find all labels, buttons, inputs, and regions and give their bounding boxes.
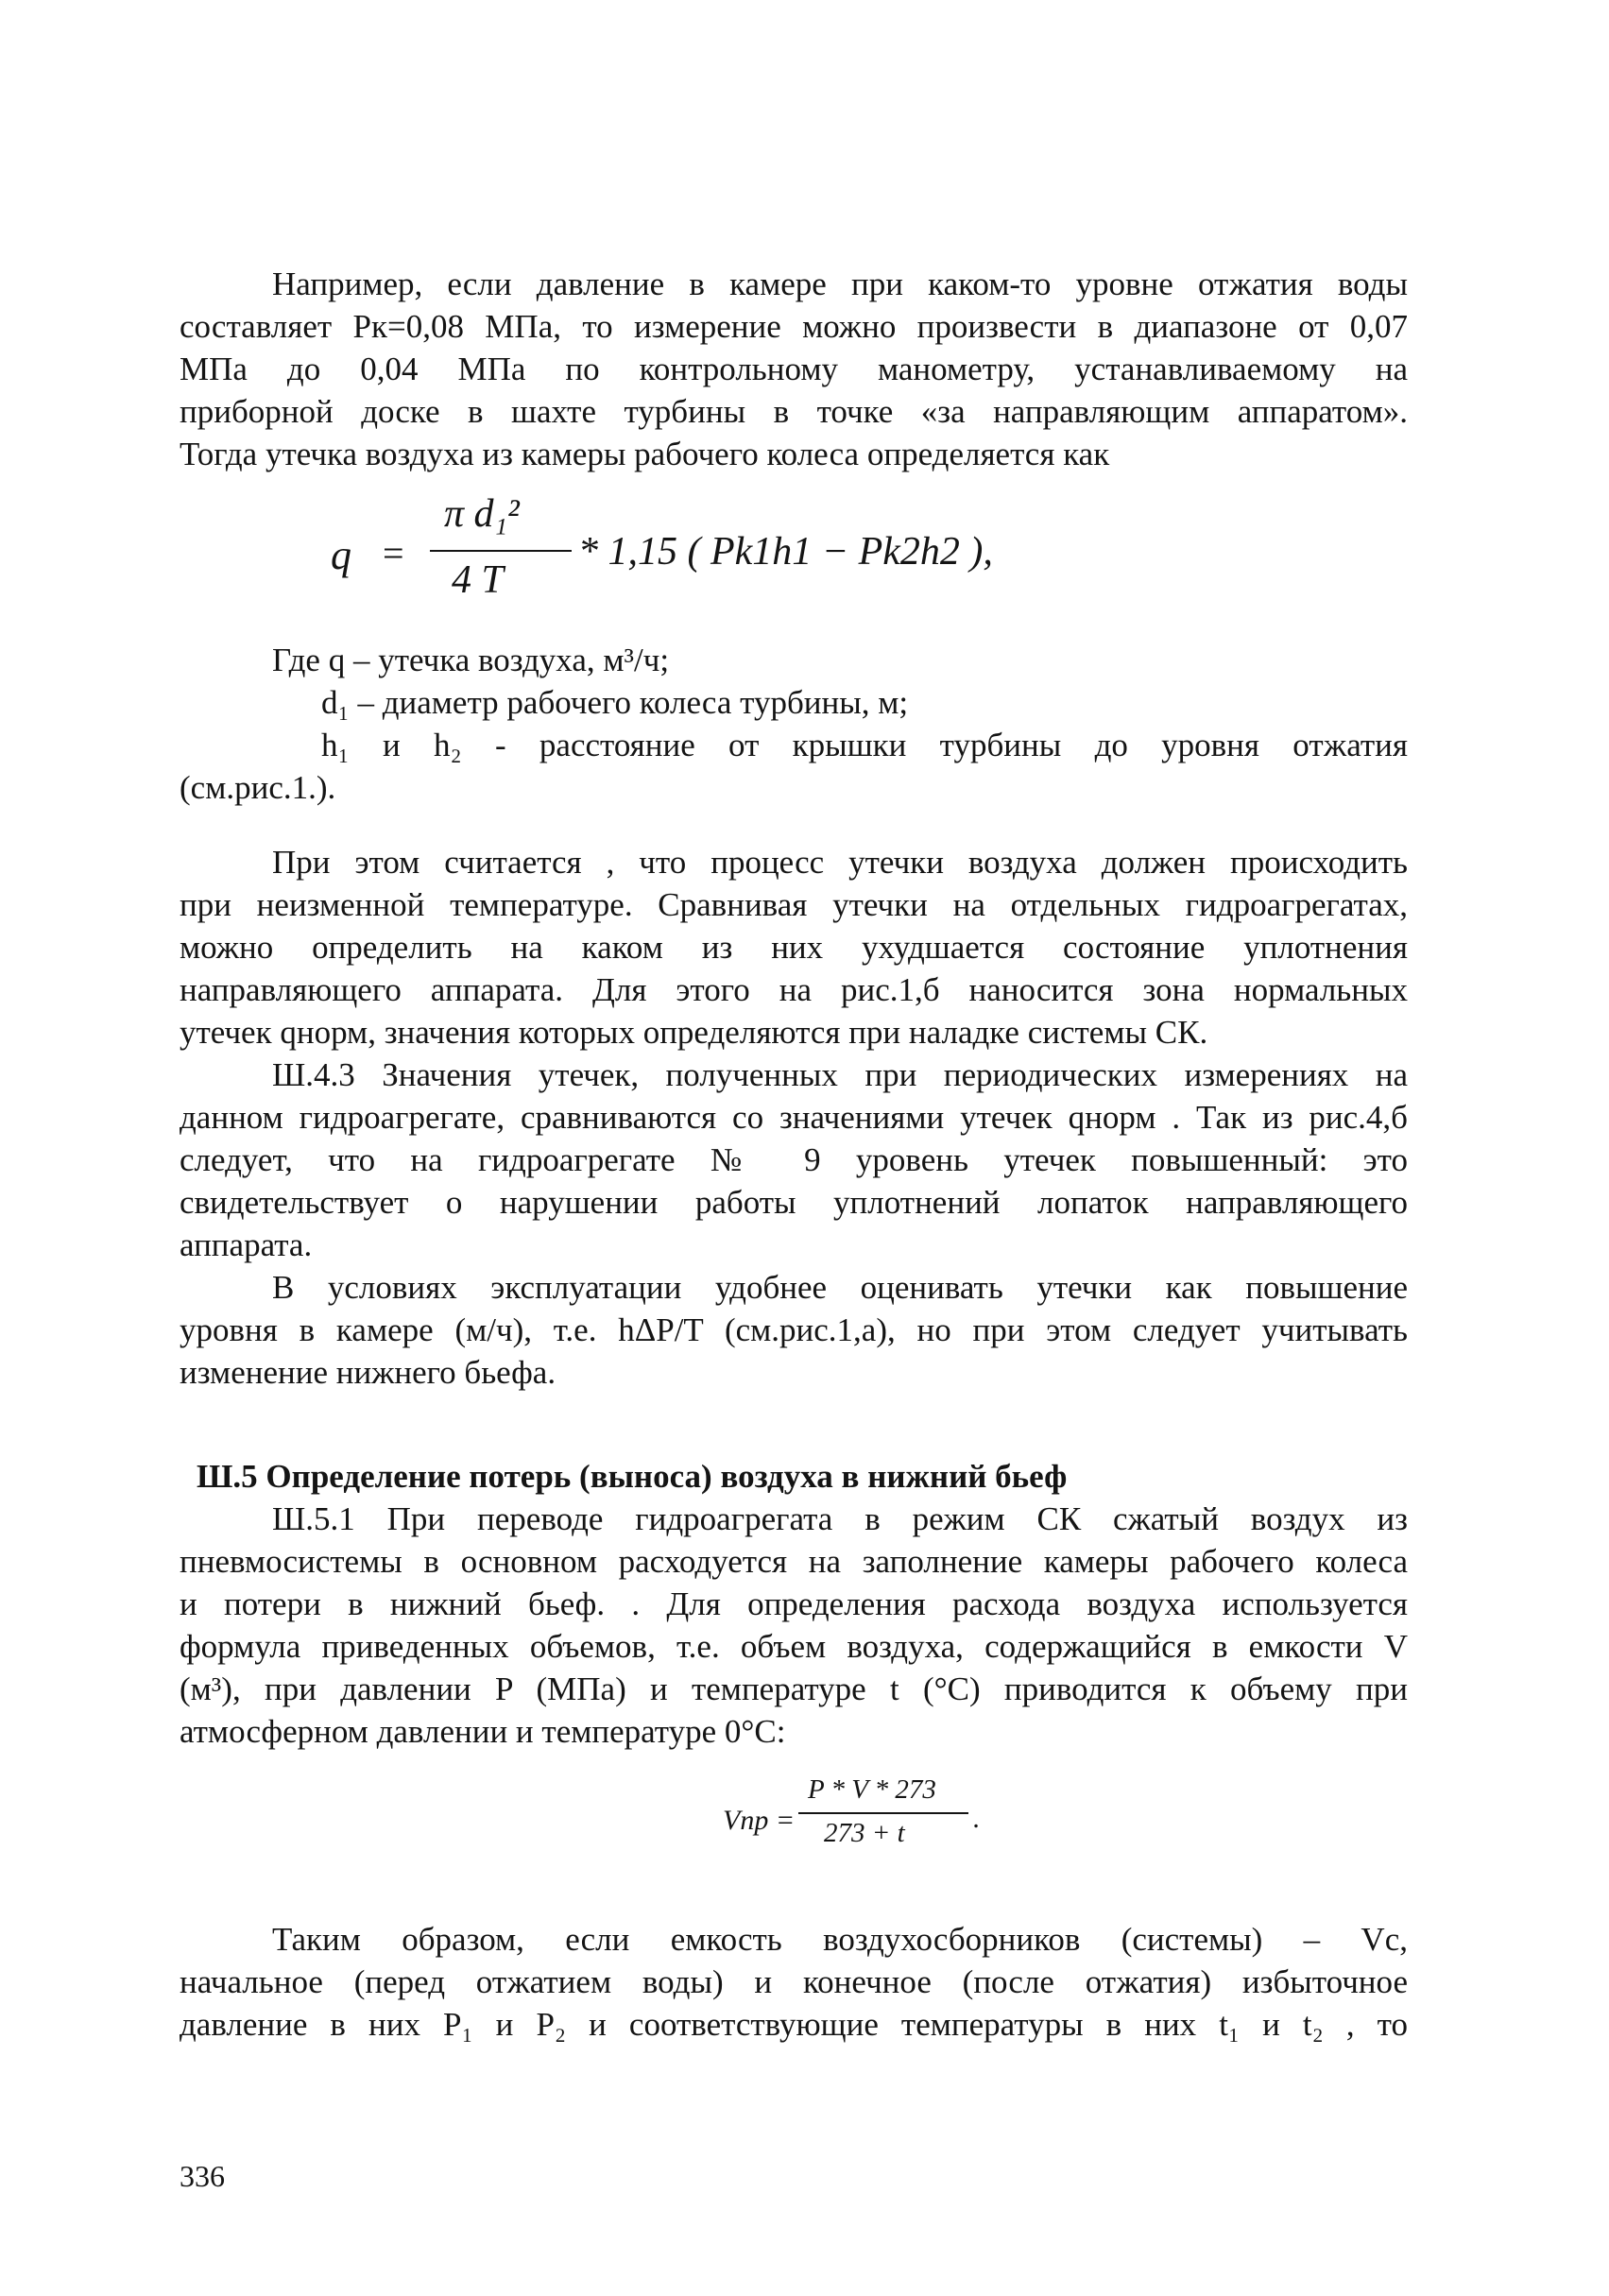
- section-heading: Ш.5 Определение потерь (выноса) воздуха в нижний бьеф: [197, 1458, 1068, 1495]
- paragraph-line: данном гидроагрегате, сравниваются со значениями утечек qнорм . Так из рис.4,б: [180, 1099, 1408, 1136]
- fraction-bar: [430, 550, 572, 552]
- paragraph-line: приборной доске в шахте турбины в точке «за направляющим аппаратом».: [180, 393, 1408, 430]
- paragraph-line: утечек qнорм, значения которых определяются при наладке системы СК.: [180, 1014, 1208, 1051]
- paragraph-line: Ш.4.3 Значения утечек, полученных при периодических измерениях на: [272, 1056, 1408, 1093]
- formula-denominator: 273 + t: [824, 1818, 905, 1848]
- formula-numerator: P * V * 273: [808, 1774, 936, 1805]
- paragraph-line: и потери в нижний бьеф. . Для определения расхода воздуха используется: [180, 1585, 1408, 1622]
- legend-line: d₁ – диаметр рабочего колеса турбины, м;: [321, 684, 909, 721]
- paragraph-line: свидетельствует о нарушении работы уплотнений лопаток направляющего: [180, 1184, 1408, 1221]
- paragraph-line: Таким образом, если емкость воздухосборников (системы) – Vc,: [272, 1921, 1408, 1958]
- legend-line: Где q – утечка воздуха, м³/ч;: [272, 642, 670, 678]
- paragraph-line: при неизменной температуре. Сравнивая утечки на отдельных гидроагрегатах,: [180, 886, 1408, 923]
- paragraph-line: составляет Pк=0,08 МПа, то измерение можно произвести в диапазоне от 0,07: [180, 308, 1408, 345]
- paragraph-line: следует, что на гидроагрегате № 9 уровень утечек повышенный: это: [180, 1141, 1408, 1178]
- page-number: 336: [180, 2159, 225, 2193]
- paragraph-line: направляющего аппарата. Для этого на рис.1,б наносится зона нормальных: [180, 971, 1408, 1008]
- legend-line: h₁ и h₂ - расстояние от крышки турбины до уровня отжатия: [321, 727, 1408, 763]
- paragraph-line: изменение нижнего бьефа.: [180, 1354, 556, 1391]
- formula-denominator: 4 T: [452, 558, 504, 602]
- paragraph-line: В условиях эксплуатации удобнее оценивать утечки как повышение: [272, 1269, 1408, 1306]
- paragraph-line: уровня в камере (м/ч), т.е. hΔP/T (см.рис.1,а), но при этом следует учитывать: [180, 1311, 1408, 1348]
- paragraph-line: Например, если давление в камере при каком-то уровне отжатия воды: [272, 266, 1408, 302]
- formula-lhs: Vпр =: [723, 1805, 796, 1836]
- formula-lhs: q: [331, 532, 351, 578]
- paragraph-line: формула приведенных объемов, т.е. объем воздуха, содержащийся в емкости V: [180, 1628, 1408, 1665]
- paragraph-line: пневмосистемы в основном расходуется на заполнение камеры рабочего колеса: [180, 1543, 1408, 1580]
- paragraph-line: начальное (перед отжатием воды) и конечное (после отжатия) избыточное: [180, 1963, 1408, 2000]
- paragraph-line: МПа до 0,04 МПа по контрольному манометру, устанавливаемому на: [180, 351, 1408, 387]
- formula-numerator: π d₁²: [444, 492, 520, 536]
- paragraph-line: Ш.5.1 При переводе гидроагрегата в режим СК сжатый воздух из: [272, 1500, 1408, 1537]
- formula-equals: =: [383, 532, 404, 574]
- paragraph-line: можно определить на каком из них ухудшается состояние уплотнения: [180, 929, 1408, 966]
- formula-rhs: * 1,15 ( Pk1h1 − Pk2h2 ),: [578, 530, 993, 574]
- paragraph-line: атмосферном давлении и температуре 0°C:: [180, 1713, 786, 1750]
- paragraph-line: аппарата.: [180, 1226, 313, 1263]
- paragraph-line: (м³), при давлении P (МПа) и температуре t (°C) приводится к объему при: [180, 1671, 1408, 1707]
- fraction-bar: [798, 1812, 968, 1814]
- legend-line: (см.рис.1.).: [180, 769, 336, 806]
- paragraph-line: При этом считается , что процесс утечки воздуха должен происходить: [272, 844, 1408, 881]
- formula-tail: .: [973, 1803, 981, 1834]
- paragraph-line: давление в них P₁ и P₂ и соответствующие температуры в них t₁ и t₂ , то: [180, 2006, 1408, 2043]
- paragraph-line: Тогда утечка воздуха из камеры рабочего колеса определяется как: [180, 436, 1110, 472]
